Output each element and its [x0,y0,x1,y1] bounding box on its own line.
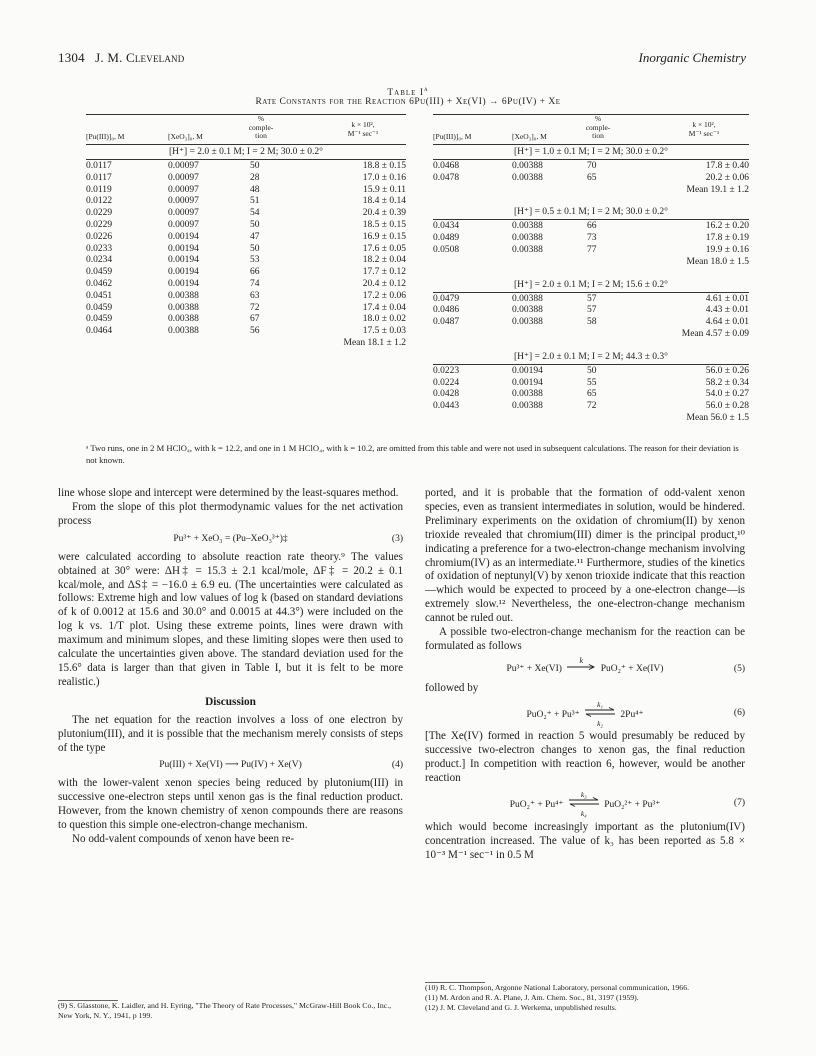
table-footnote: ᵃ Two runs, one in 2 M HClO₄, with k = 12.2, and one in 1 M HClO₄, with k = 10.2, are omitted from this table and were not used in subsequent calculations. The reason for their deviation is not known. [86,443,739,465]
cell-completion: 58 [587,317,597,328]
col-completion [236,115,286,141]
equation-7-text [425,790,745,819]
cell-pu: 0.0122 [86,196,113,207]
cell-k: 17.6 ± 0.05 [362,243,406,254]
eq5-arrow [564,655,598,677]
table-row [86,232,406,244]
cell-xeo3: 0.00194 [512,365,543,376]
cell-k: 17.4 ± 0.04 [362,302,406,313]
cell-pu: 0.0117 [86,172,112,183]
eq6-left: PuO₂⁺ + Pu³⁺ [526,709,580,720]
mean-right [433,257,749,269]
paragraph: followed by [425,681,479,694]
col-completion-r-l2: tion [592,131,604,140]
table-title: Rate Constants for the Reaction 6Pu(III) + Xe(VI) → 6Pu(IV) + Xe [255,97,561,107]
cell-pu: 0.0234 [86,255,113,266]
equation-5-number: (5) [733,663,745,674]
cell-pu: 0.0479 [433,293,460,304]
cell-k: 4.43 ± 0.01 [705,305,749,316]
cell-pu: 0.0468 [433,161,460,171]
eq6-rate-k1: k₁ [597,699,604,709]
cell-completion: 54 [250,208,260,219]
cell-xeo3: 0.00388 [512,401,543,412]
col-pu: [Pu(III)]₀, M [86,132,125,141]
page-number: 1304 [58,50,85,65]
cell-xeo3: 0.00194 [168,267,199,278]
cell-xeo3: 0.00388 [168,326,199,337]
col-completion-pct: % [257,114,265,123]
section-heading: Discussion [205,695,256,708]
cell-xeo3: 0.00194 [512,377,543,388]
equation-4-number: (4) [391,760,403,771]
reference-10: (10) R. C. Thompson, Argonne National Laboratory, personal communication, 1966. [425,983,690,992]
cell-completion: 67 [250,314,260,325]
cell-xeo3: 0.00388 [512,233,543,244]
table-row [433,378,749,390]
table-rule-cond-right [433,219,749,220]
groups-right [433,145,749,425]
cell-k: 17.7 ± 0.12 [362,267,406,278]
cell-completion: 63 [250,290,260,301]
cell-pu: 0.0487 [433,317,460,328]
condition-group [433,205,749,268]
cell-k: 18.4 ± 0.14 [362,196,406,207]
cell-completion: 72 [587,401,597,412]
cell-k: 17.5 ± 0.03 [362,326,406,337]
cell-k: 17.8 ± 0.40 [705,161,749,171]
condition-right: [H⁺] = 2.0 ± 0.1 M; I = 2 M; 44.3 ± 0.3° [514,351,668,362]
eq7-rate-k3: k₃ [580,790,587,800]
cell-pu: 0.0226 [86,231,113,242]
col-completion-r-l1: comple- [585,122,611,132]
cell-completion: 55 [587,377,597,388]
col-k-l1: k × 10², [351,120,375,129]
condition-right: [H⁺] = 0.5 ± 0.1 M; I = 2 M; 30.0 ± 0.2° [514,207,668,218]
cell-k: 19.9 ± 0.16 [705,244,749,255]
table-header-right [433,114,749,144]
cell-pu: 0.0233 [86,243,113,254]
cell-k: 54.0 ± 0.27 [705,389,749,400]
cell-pu: 0.0508 [433,244,460,255]
cell-xeo3: 0.00388 [512,305,543,316]
cell-completion: 70 [587,161,597,171]
cell-pu: 0.0434 [433,221,460,232]
table-label-text: Table I [387,88,424,99]
cell-xeo3: 0.00388 [512,244,543,255]
cell-pu: 0.0224 [433,377,460,388]
condition-group [433,350,749,425]
table-row [86,255,406,267]
equation-3-number: (3) [391,533,403,544]
cell-pu: 0.0489 [433,233,460,244]
mean-right-text: Mean 4.57 ± 0.09 [681,328,749,339]
cell-k: 17.2 ± 0.06 [362,290,406,301]
table-row [433,161,749,173]
cell-completion: 48 [250,184,260,195]
table-row [86,303,406,315]
equation-4-text: Pu(III) + Xe(VI) ⟶ Pu(IV) + Xe(V) [159,760,302,771]
cell-completion: 57 [587,305,597,316]
table-row [86,161,406,173]
mean-left [86,338,406,350]
table-rule-cond-right [433,364,749,365]
reference-12: (12) J. M. Cleveland and G. J. Werkema, unpublished results. [425,1003,617,1012]
eq5-rate-k: k [579,655,584,665]
cell-pu: 0.0428 [433,389,460,400]
cell-k: 20.2 ± 0.06 [705,172,749,183]
references-right [425,982,745,1013]
table-rule-cond-right [433,159,749,160]
cell-pu: 0.0462 [86,278,113,289]
cell-k: 17.8 ± 0.19 [705,233,749,244]
table-row [86,314,406,326]
col-xeo3: [XeO₃]₀, M [168,132,203,141]
cell-xeo3: 0.00388 [512,389,543,400]
col-completion-r-pct: % [594,114,602,123]
eq6-arrows [582,699,618,728]
table-row [86,244,406,256]
eq6-right: 2Pu⁴⁺ [620,709,644,720]
table-row [86,220,406,232]
cell-k: 17.0 ± 0.16 [362,172,406,183]
eq7-arrows [566,790,602,819]
cell-k: 15.9 ± 0.11 [363,184,406,195]
table-row [86,267,406,279]
cell-pu: 0.0451 [86,290,113,301]
cell-pu: 0.0464 [86,326,113,337]
cell-completion: 50 [250,219,260,230]
cell-pu: 0.0119 [86,184,112,195]
condition-right: [H⁺] = 1.0 ± 0.1 M; I = 2 M; 30.0 ± 0.2° [514,147,668,157]
table-row [433,305,749,317]
cell-xeo3: 0.00388 [168,290,199,301]
table-row [433,366,749,378]
table-right [433,114,749,425]
table-row [433,294,749,306]
cell-xeo3: 0.00194 [168,231,199,242]
rows-left [86,161,406,338]
table-row [86,185,406,197]
cell-k: 16.2 ± 0.20 [705,221,749,232]
journal-name: Inorganic Chemistry [638,50,746,65]
table-label-sup: a [424,85,429,93]
paragraph: No odd-valent compounds of xenon have been re- [72,833,295,846]
cell-k: 16.9 ± 0.15 [362,231,406,242]
eq7-right: PuO₂²⁺ + Pu³⁺ [604,800,661,811]
cell-xeo3: 0.00388 [512,317,543,328]
table-rule-cond [86,159,406,160]
mean-right-text: Mean 19.1 ± 1.2 [686,184,749,195]
table-row [86,173,406,185]
table-left [86,114,406,350]
cell-xeo3: 0.00388 [512,172,543,183]
col-k [318,121,408,138]
paragraph: A possible two-electron-change mechanism for the reaction can be formulated as follows [425,626,745,652]
eq7-left: PuO₂⁺ + Pu⁴⁺ [509,800,564,811]
cell-completion: 53 [250,255,260,266]
cell-xeo3: 0.00194 [168,255,199,266]
cell-xeo3: 0.00097 [168,172,199,183]
cell-completion: 56 [250,326,260,337]
references-left [58,1000,403,1021]
cell-completion: 73 [587,233,597,244]
table-row [433,233,749,245]
equation-5-text [425,655,745,677]
cell-completion: 50 [250,161,260,171]
cell-k: 4.64 ± 0.01 [705,317,749,328]
cell-completion: 47 [250,231,260,242]
cell-pu: 0.0443 [433,401,460,412]
cell-pu: 0.0459 [86,267,113,278]
mean-left-text: Mean 18.1 ± 1.2 [343,337,406,348]
rows-right [433,161,749,185]
col-pu-r: [Pu(III)]₀, M [433,132,472,141]
cell-xeo3: 0.00388 [512,221,543,232]
col-k-l2: M⁻¹ sec⁻¹ [347,128,379,138]
table-row [86,326,406,338]
cell-pu: 0.0486 [433,305,460,316]
table-rule-cond-right [433,292,749,293]
cell-completion: 65 [587,389,597,400]
cell-xeo3: 0.00388 [168,302,199,313]
eq5-right: PuO₂⁺ + Xe(IV) [600,663,664,674]
cell-completion: 77 [587,244,597,255]
cell-completion: 51 [250,196,260,207]
cell-k: 4.61 ± 0.01 [705,293,749,304]
cell-completion: 50 [587,365,597,376]
eq5-left: Pu³⁺ + Xe(VI) [506,663,562,674]
cell-completion: 57 [587,293,597,304]
col-xeo3-r: [XeO₃]₀, M [512,132,547,141]
reference-9: (9) S. Glasstone, K. Laidler, and H. Eyring, "The Theory of Rate Processes," McGraw-Hill Book Co., Inc., New York, N. Y., 1941, p 199. [58,1001,392,1020]
cell-xeo3: 0.00388 [168,314,199,325]
mean-right-text: Mean 18.0 ± 1.5 [686,256,749,267]
cell-pu: 0.0459 [86,314,113,325]
cell-k: 18.2 ± 0.04 [362,255,406,266]
cell-completion: 50 [250,243,260,254]
cell-pu: 0.0478 [433,172,460,183]
author-name: J. M. Cleveland [95,50,185,65]
equation-7 [425,785,745,821]
cell-pu: 0.0229 [86,208,113,219]
cell-k: 18.0 ± 0.02 [362,314,406,325]
condition-group [433,145,749,196]
condition-left: [H⁺] = 2.0 ± 0.1 M; I = 2 M; 30.0 ± 0.2° [169,147,323,157]
cell-completion: 72 [250,302,260,313]
paragraph: which would become increasingly important as the plutonium(IV) concentration increased. The value of k₃ has been reported as 5.8 × 10⁻³ M⁻¹ sec⁻¹ in 0.5 M [425,821,745,862]
body-right-column [425,487,745,863]
col-k-r-l2: M⁻¹ sec⁻¹ [688,128,720,138]
cell-k: 56.0 ± 0.26 [705,365,749,376]
cell-k: 20.4 ± 0.39 [362,208,406,219]
equation-6-number: (6) [733,707,745,718]
condition-right: [H⁺] = 2.0 ± 0.1 M; I = 2 M; 15.6 ± 0.2° [514,279,668,290]
cell-pu: 0.0223 [433,365,460,376]
running-header-left [58,50,184,66]
paragraph: [The Xe(IV) formed in reaction 5 would presumably be reduced by successive two-electron changes to xenon gas, the final reduction product.] In competition with reaction 6, however, would be another reaction [425,729,745,784]
table-row [86,196,406,208]
equation-6 [425,696,745,730]
table-row [86,208,406,220]
cell-k: 58.2 ± 0.34 [705,377,749,388]
mean-right [433,329,749,341]
equation-3 [58,529,403,551]
cell-completion: 28 [250,172,260,183]
condition-group [433,278,749,341]
cell-xeo3: 0.00194 [168,278,199,289]
cell-completion: 66 [587,221,597,232]
rows-right [433,366,749,413]
table-row [433,317,749,329]
table-row [86,291,406,303]
table-row [86,279,406,291]
cell-completion: 74 [250,278,260,289]
mean-right-text: Mean 56.0 ± 1.5 [686,412,749,423]
rows-right [433,221,749,256]
eq6-rate-k2: k₂ [597,718,604,728]
paragraph: were calculated according to absolute reaction rate theory.⁹ The values obtained at 30° were: ΔH‡ = 15.3 ± 2.1 kcal/mole, ΔF‡ = 20.2 ± 0.1 kcal/mole, and ΔS‡ = −16.0 ± 6.9 eu. (The uncertainties were calculated as follows: Extreme high and low values of log k (based on standard deviations of k of 0.0012 at 15.6 and 30.0° and 0.0015 at 44.3°) were included on the log k vs. 1/T plot. Using these extreme points, lines were drawn with maximum and minimum slopes, and these limiting slopes were then used to calculate the uncertainties given above. The standard deviation used for the 15.6° data is larger than that given in Table I, but it is felt to be more realistic.) [58,550,403,688]
equation-6-text [425,699,745,728]
cell-k: 18.5 ± 0.15 [362,219,406,230]
equation-3-text: Pu³⁺ + XeO₃ = (Pu–XeO₃³⁺)‡ [173,533,288,544]
equation-4 [58,755,403,777]
cell-completion: 65 [587,172,597,183]
paragraph: ported, and it is probable that the formation of odd-valent xenon species, even as transient intermediates in solution, would be hindered. Preliminary experiments on the oxidation of chromium(II) by xenon trioxide revealed that chromium(III) dimer is the principal product,¹⁰ indicating a preference for a two-electron-change mechanism involving chromium(IV) as an intermediate.¹¹ Furthermore, studies of the kinetics of oxidation of neptunyl(V) by xenon trioxide indicate that this reaction—which would be expected to proceed by a one-electron change—is extremely slow.¹² Nevertheless, the one-electron-change mechanism cannot be ruled out. [425,487,745,625]
paragraph: The net equation for the reaction involves a loss of one electron by plutonium(III), and it is possible that the mechanism merely consists of steps of the type [58,713,403,754]
table-row [433,389,749,401]
cell-xeo3: 0.00194 [168,243,199,254]
cell-k: 20.4 ± 0.12 [362,278,406,289]
table-row [433,173,749,185]
cell-k: 56.0 ± 0.28 [705,401,749,412]
col-completion-r [573,115,623,141]
cell-xeo3: 0.00388 [512,293,543,304]
table-row [433,221,749,233]
cell-xeo3: 0.00097 [168,196,199,207]
rows-right [433,294,749,329]
mean-right [433,413,749,425]
cell-xeo3: 0.00097 [168,208,199,219]
eq7-rate-k4: k₄ [580,809,587,819]
cell-k: 18.8 ± 0.15 [362,161,406,171]
cell-completion: 66 [250,267,260,278]
table-row [433,401,749,413]
col-k-r-l1: k × 10², [692,120,716,129]
cell-xeo3: 0.00097 [168,184,199,195]
cell-pu: 0.0229 [86,219,113,230]
mean-right [433,185,749,197]
col-k-r [659,121,749,138]
cell-pu: 0.0117 [86,161,112,171]
equation-7-number: (7) [733,798,745,809]
cell-xeo3: 0.00097 [168,219,199,230]
body-left-column [58,487,403,847]
equation-5 [425,654,745,682]
paragraph: line whose slope and intercept were determined by the least-squares method. [58,487,399,499]
paragraph: with the lower-valent xenon species being reduced by plutonium(III) in successive one-electron steps until xenon gas is the final reduction product. However, from the known chemistry of xenon compounds there are reasons to question this simple one-electron-change mechanism. [58,777,403,832]
col-completion-l2: tion [255,131,267,140]
cell-xeo3: 0.00388 [512,161,543,171]
reference-11: (11) M. Ardon and R. A. Plane, J. Am. Chem. Soc., 81, 3197 (1959). [425,993,639,1002]
table-header-left [86,114,406,144]
cell-xeo3: 0.00097 [168,161,199,171]
col-completion-l1: comple- [248,122,274,132]
table-row [433,245,749,257]
paragraph: From the slope of this plot thermodynamic values for the net activation process [58,500,403,527]
cell-pu: 0.0459 [86,302,113,313]
